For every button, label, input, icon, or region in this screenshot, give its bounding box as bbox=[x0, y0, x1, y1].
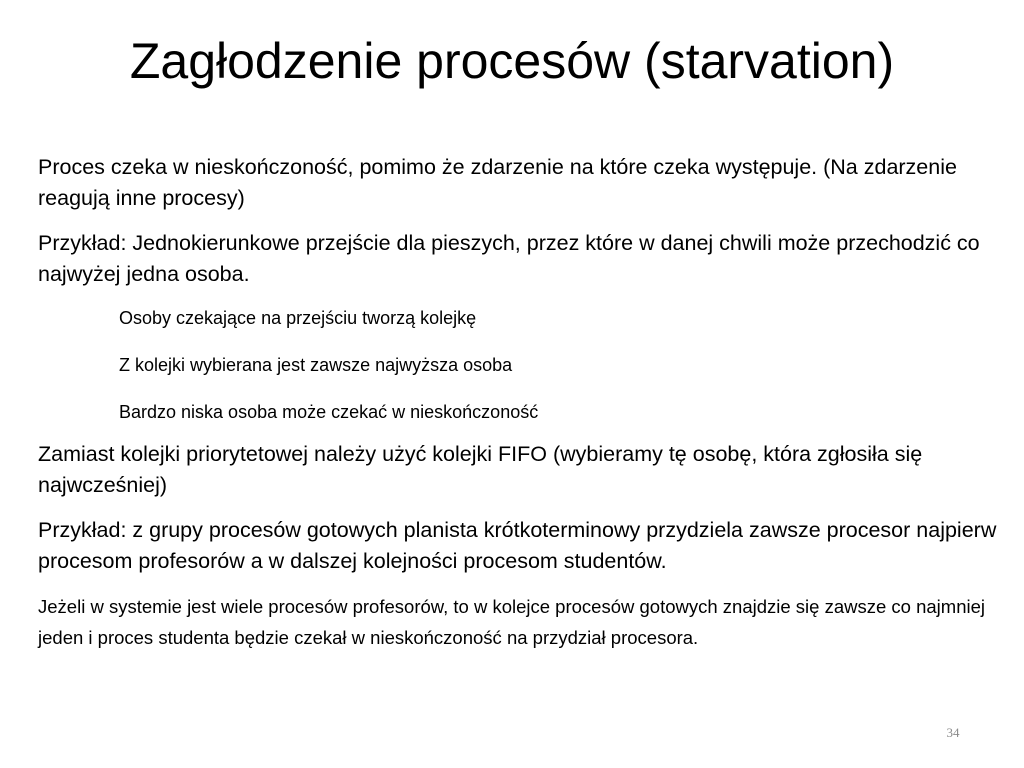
paragraph-example-crossing: Przykład: Jednokierunkowe przejście dla pieszych, przez które w danej chwili może przechodzić co najwyżej jedna osoba. bbox=[38, 231, 980, 286]
paragraph-conclusion: Jeżeli w systemie jest wiele procesów profesorów, to w kolejce procesów gotowych znajdzie się zawsze co najmniej jeden i proces studenta będzie czekał w nieskończoność na przydział procesora. bbox=[38, 596, 985, 648]
sub-item-short-person: Bardzo niska osoba może czekać w nieskończoność bbox=[119, 402, 539, 422]
sub-item-queue: Osoby czekające na przejściu tworzą kolejkę bbox=[119, 308, 477, 328]
slide-title: Zagłodzenie procesów (starvation) bbox=[129, 33, 895, 89]
paragraph-fifo: Zamiast kolejki priorytetowej należy użyć kolejki FIFO (wybieramy tę osobę, która zgłosiła się najwcześniej) bbox=[38, 442, 923, 497]
paragraph-example-scheduler: Przykład: z grupy procesów gotowych planista krótkoterminowy przydziela zawsze procesor najpierw procesom profesorów a w dalszej kolejności procesom studentów. bbox=[38, 518, 997, 573]
sub-item-tallest: Z kolejki wybierana jest zawsze najwyższa osoba bbox=[119, 355, 513, 375]
paragraph-definition: Proces czeka w nieskończoność, pomimo że zdarzenie na które czeka występuje. (Na zdarzenie reagują inne procesy) bbox=[38, 155, 957, 210]
page-number: 34 bbox=[946, 725, 960, 740]
slide-content bbox=[38, 152, 998, 653]
